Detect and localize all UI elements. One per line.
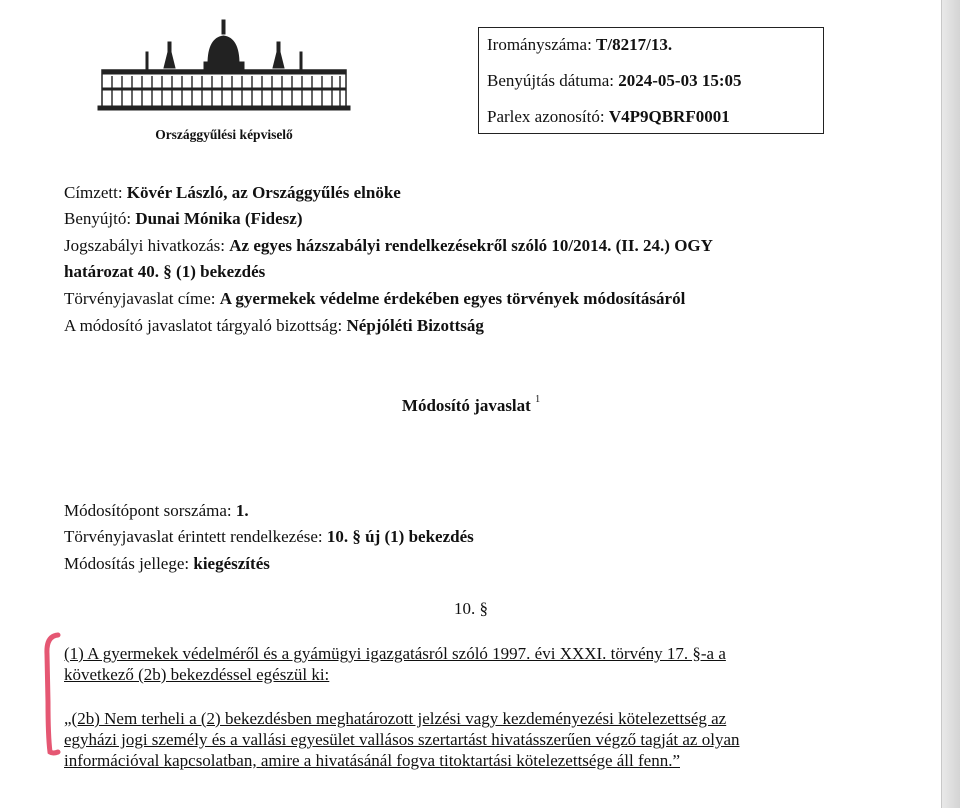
- benyujto-label: Benyújtó:: [64, 209, 132, 228]
- paragraph-1-line-1: (1) A gyermekek védelméről és a gyámügyi igazgatásról szóló 1997. évi XXXI. törvény 17. §-a a: [64, 644, 726, 663]
- jelleg-label: Módosítás jellege:: [64, 554, 190, 573]
- iromany-label: Irományszáma:: [487, 35, 592, 54]
- bizottsag-value: Népjóléti Bizottság: [346, 316, 484, 335]
- cim-value: A gyermekek védelme érdekében egyes törvények módosításáról: [219, 289, 686, 308]
- sorszam-value: 1.: [235, 501, 249, 520]
- red-annotation-bracket: [40, 632, 62, 756]
- bizottsag-line: [64, 316, 484, 336]
- paragraph-1: [64, 643, 858, 685]
- paragraph-2-line-3: információval kapcsolatban, amire a hivatásánál fogva titoktartási kötelezettsége áll fenn.”: [64, 751, 680, 770]
- heading-footnote: 1: [535, 394, 541, 406]
- rendelkezes-label: Törvényjavaslat érintett rendelkezése:: [64, 527, 323, 546]
- paragraph-2-line-2: egyházi jogi személy és a vallási egyesület vallásos szertartást hivatásszerűen végző tagját az olyan: [64, 730, 740, 749]
- benyujtas-value: 2024-05-03 15:05: [618, 71, 742, 90]
- parlex-label: Parlex azonosító:: [487, 107, 605, 126]
- parliament-building-icon: [96, 18, 352, 118]
- iromany-row: [487, 35, 672, 55]
- rendelkezes-value: 10. § új (1) bekezdés: [326, 527, 474, 546]
- jogszabaly-value: Az egyes házszabályi rendelkezésekről szóló 10/2014. (II. 24.) OGY: [229, 236, 713, 255]
- sorszam-line: [64, 501, 249, 521]
- section-number: 10. §: [454, 599, 488, 618]
- paragraph-2-line-1: „(2b) Nem terheli a (2) bekezdésben meghatározott jelzési vagy kezdeményezési kötelezettség az: [64, 709, 727, 728]
- document-heading: [0, 396, 942, 416]
- cim-line: [64, 289, 685, 309]
- jogszabaly-value-2: határozat 40. § (1) bekezdés: [64, 262, 266, 281]
- jelleg-value: kiegészítés: [193, 554, 270, 573]
- jogszabaly-label: Jogszabályi hivatkozás:: [64, 236, 225, 255]
- cimzett-label: Címzett:: [64, 183, 123, 202]
- document-id-box: [478, 27, 824, 134]
- iromany-value: T/8217/13.: [596, 35, 673, 54]
- benyujtas-row: [487, 71, 742, 91]
- parliament-emblem: [96, 18, 352, 118]
- rendelkezes-line: [64, 527, 474, 547]
- emblem-caption: Országgyűlési képviselő: [155, 127, 293, 142]
- jogszabaly-line-2: [64, 262, 265, 282]
- cimzett-value: Kövér László, az Országgyűlés elnöke: [126, 183, 401, 202]
- benyujto-value: Dunai Mónika (Fidesz): [135, 209, 303, 228]
- benyujtas-label: Benyújtás dátuma:: [487, 71, 615, 90]
- paragraph-2: [64, 708, 858, 771]
- cimzett-line: [64, 183, 401, 203]
- sorszam-label: Módosítópont sorszáma:: [64, 501, 232, 520]
- parlex-row: [487, 107, 730, 127]
- scrollbar-gutter[interactable]: [941, 0, 960, 808]
- parlex-value: V4P9QBRF0001: [608, 107, 730, 126]
- cim-label: Törvényjavaslat címe:: [64, 289, 216, 308]
- benyujto-line: [64, 209, 303, 229]
- jelleg-line: [64, 554, 270, 574]
- bizottsag-label: A módosító javaslatot tárgyaló bizottság:: [64, 316, 343, 335]
- jogszabaly-line: [64, 236, 713, 256]
- heading-title: Módosító javaslat: [401, 396, 531, 415]
- paragraph-1-line-2: következő (2b) bekezdéssel egészül ki:: [64, 665, 330, 684]
